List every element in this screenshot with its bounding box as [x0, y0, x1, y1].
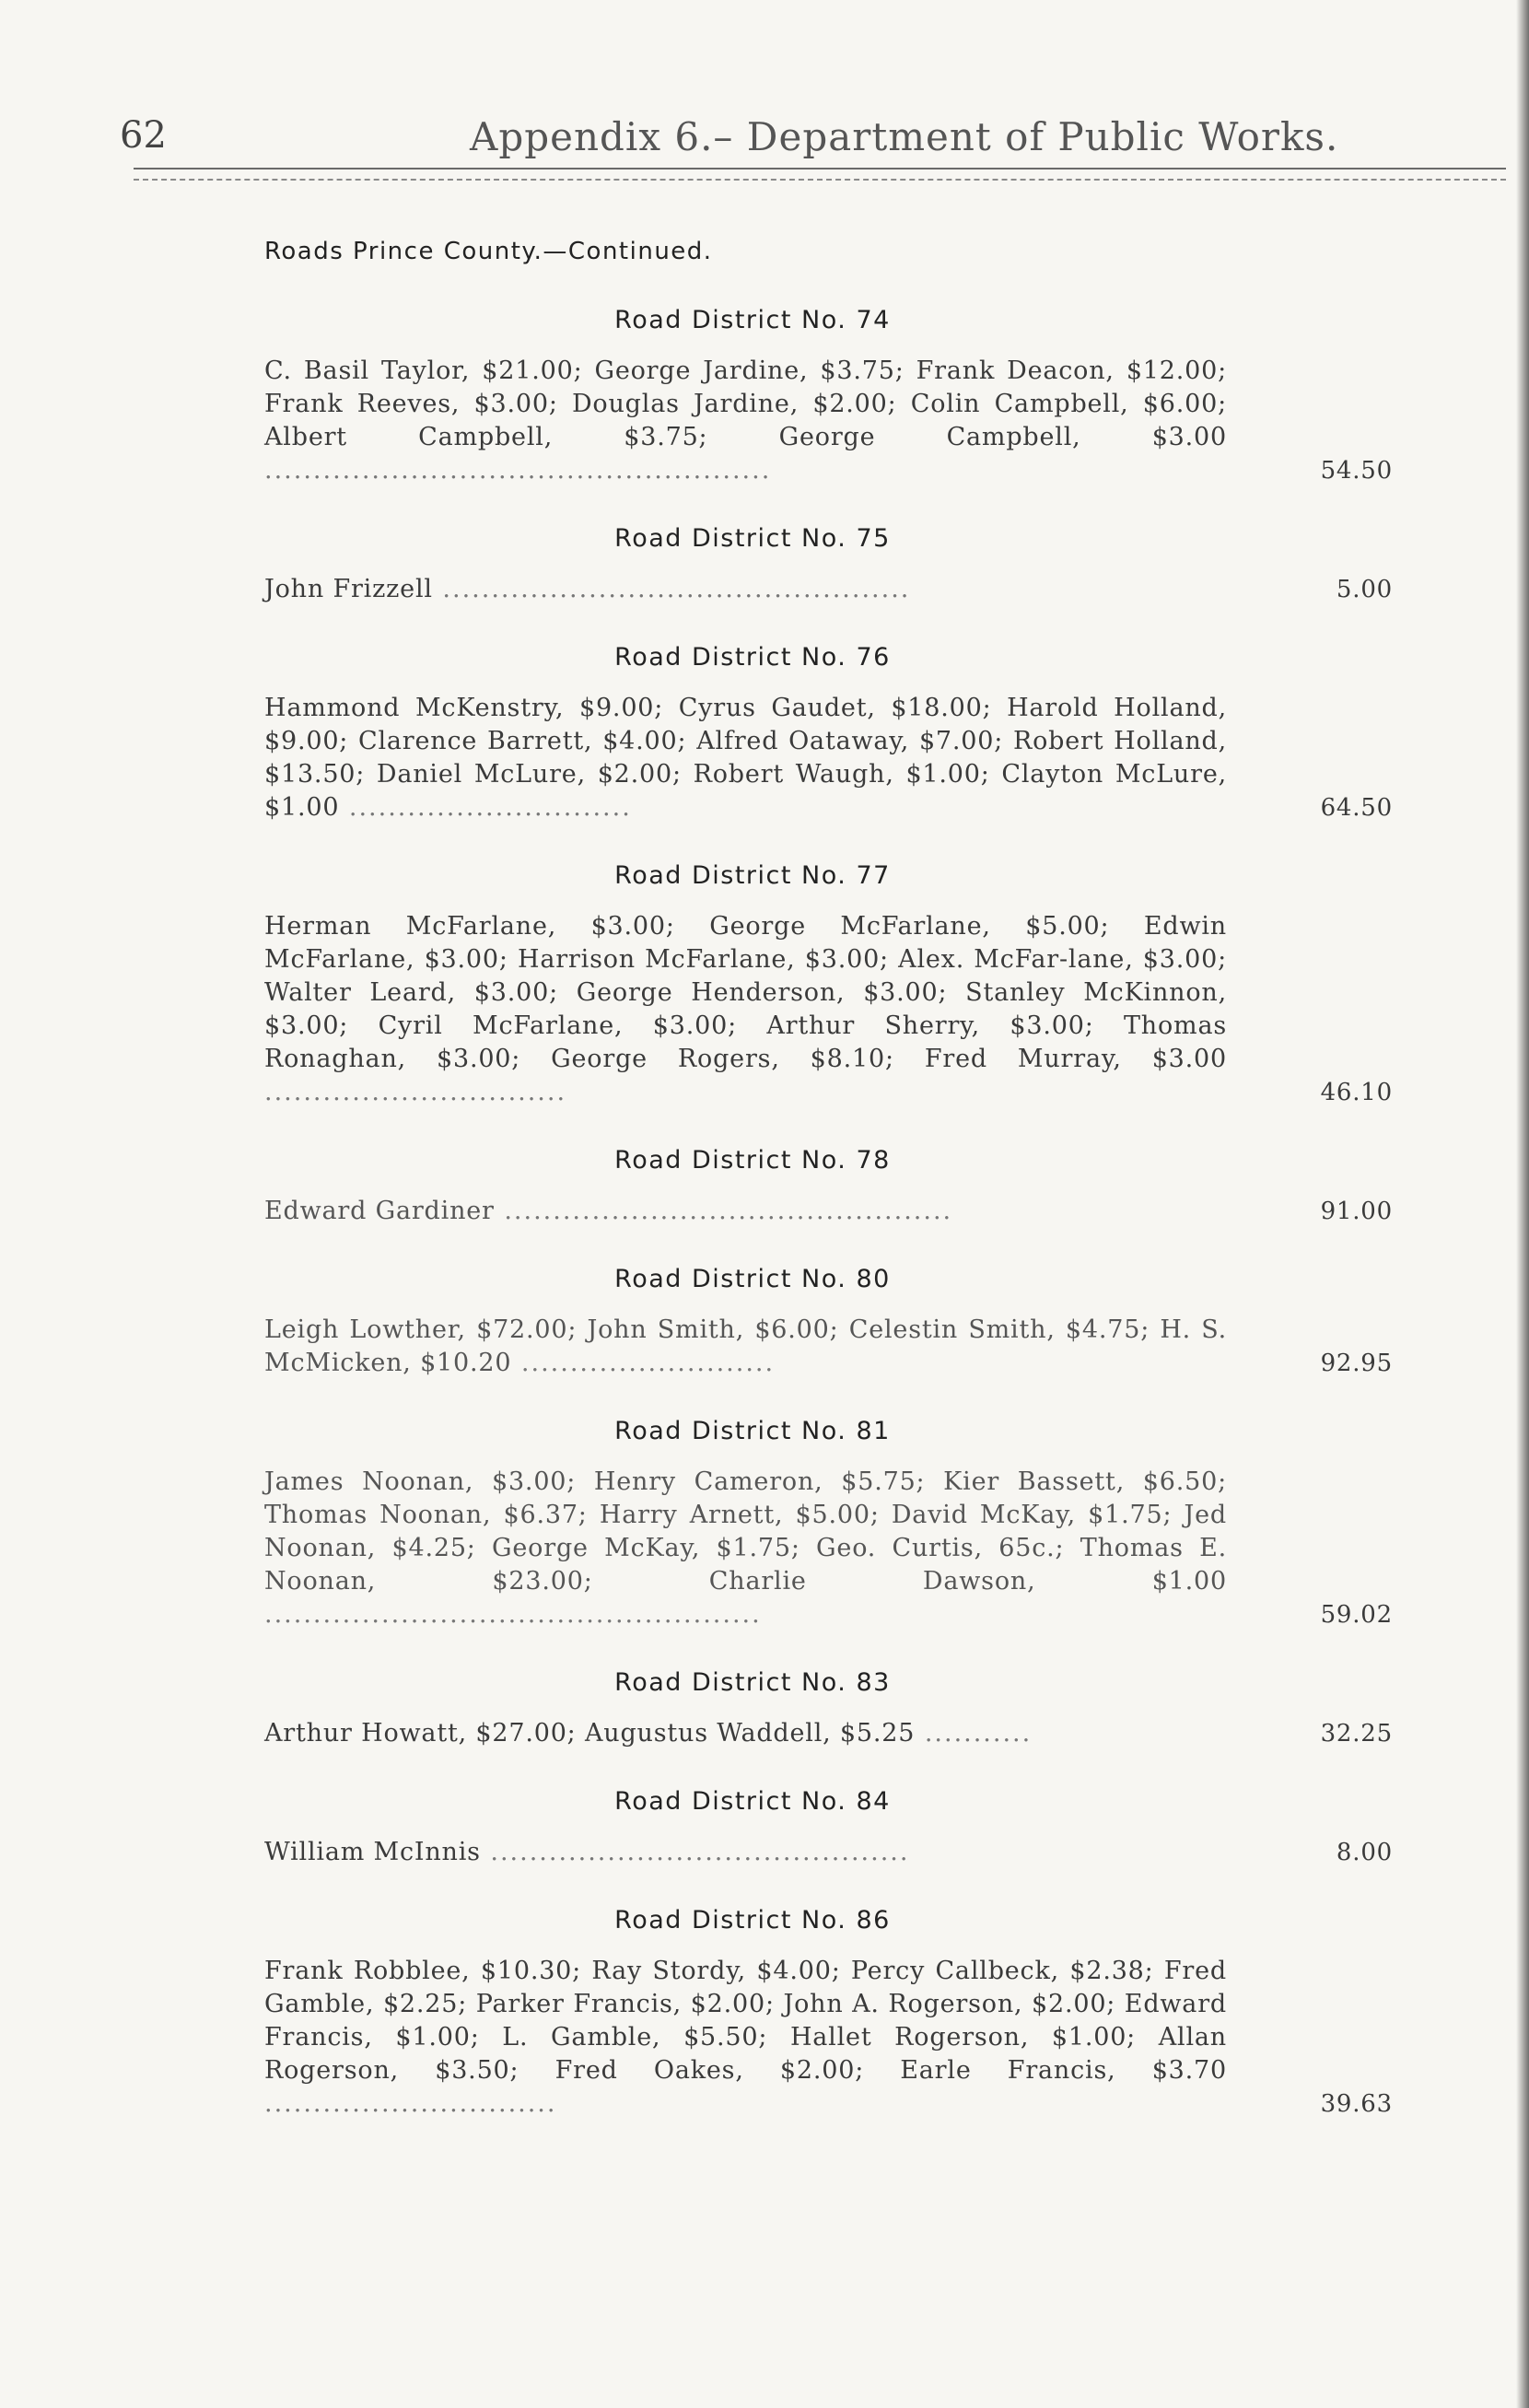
header-rule [134, 168, 1506, 169]
entry-text: Hammond McKenstry, $9.00; Cyrus Gaudet, $18.00; Harold Holland, $9.00; Clarence Barrett, $4.00; Alfred Oataway, $7.00; Robert Holland, $13.50; Daniel McLure, $2.00; Robert Waugh, $1.00; Clayton McLure, $1.00 [264, 694, 1227, 822]
district-block [264, 306, 1393, 487]
dot-leaders: .............................................. [494, 1197, 953, 1225]
dot-leaders: .......................... [511, 1349, 776, 1377]
district-block [264, 1146, 1393, 1228]
page-number: 62 [120, 114, 167, 157]
entry-amount: 59.02 [1320, 1601, 1393, 1629]
entry-amount: 39.63 [1320, 2090, 1393, 2118]
dot-leaders: ............................... [264, 1078, 567, 1106]
district-block [264, 1787, 1393, 1869]
dot-leaders: ........... [915, 1719, 1033, 1748]
district-entry [264, 692, 1393, 824]
district-heading: Road District No. 83 [614, 1668, 891, 1697]
entry-text: James Noonan, $3.00; Henry Cameron, $5.75; Kier Bassett, $6.50; Thomas Noonan, $6.37; Harry Arnett, $5.00; David McKay, $1.75; Jed Noonan, $4.25; George McKay, $1.75; Geo. Curtis, 65c.; Thomas E. Noonan, $23.00; Charlie Dawson, $1.00 [264, 1467, 1227, 1596]
district-entry [264, 573, 1393, 606]
entry-text: Arthur Howatt, $27.00; Augustus Waddell, $5.25 [264, 1719, 916, 1748]
district-entry [264, 1314, 1393, 1380]
district-block [264, 861, 1393, 1109]
district-heading: Road District No. 86 [614, 1906, 891, 1935]
district-heading: Road District No. 74 [614, 306, 891, 334]
district-entry [264, 910, 1393, 1109]
header-rule-dashed [134, 179, 1506, 181]
entry-text: Herman McFarlane, $3.00; George McFarlane, $5.00; Edwin McFarlane, $3.00; Harrison McFarlane, $3.00; Alex. McFar-lane, $3.00; Walter Leard, $3.00; George Henderson, $3.00; Stanley McKinnon, $3.00; Cyril McFarlane, $3.00; Arthur Sherry, $3.00; Thomas Ronaghan, $3.00; George Rogers, $8.10; Fred Murray, $3.00 [264, 912, 1227, 1073]
entry-text: William McInnis [264, 1838, 481, 1866]
district-entry [264, 355, 1393, 487]
district-entry [264, 1836, 1393, 1869]
district-heading: Road District No. 80 [614, 1265, 891, 1293]
district-block [264, 1265, 1393, 1380]
district-block [264, 1906, 1393, 2121]
entry-text: C. Basil Taylor, $21.00; George Jardine, $3.75; Frank Deacon, $12.00; Frank Reeves, $3.00; Douglas Jardine, $2.00; Colin Campbell, $6.00; Albert Campbell, $3.75; George Campbell, $3.00 [264, 357, 1227, 451]
entry-amount: 92.95 [1320, 1350, 1393, 1377]
entry-amount: 32.25 [1320, 1720, 1393, 1748]
entry-text: Frank Robblee, $10.30; Ray Stordy, $4.00; Percy Callbeck, $2.38; Fred Gamble, $2.25; Parker Francis, $2.00; John A. Rogerson, $2.00; Edward Francis, $1.00; L. Gamble, $5.50; Hallet Rogerson, $1.00; Allan Rogerson, $3.50; Fred Oakes, $2.00; Earle Francis, $3.70 [264, 1957, 1227, 2085]
entry-amount: 91.00 [1320, 1198, 1393, 1225]
entry-amount: 54.50 [1320, 457, 1393, 485]
district-heading: Road District No. 75 [614, 524, 891, 553]
section-heading: Roads Prince County.—Continued. [264, 238, 713, 265]
district-heading: Road District No. 77 [614, 861, 891, 890]
district-entry [264, 1195, 1393, 1228]
district-block [264, 524, 1393, 606]
district-entry [264, 1955, 1393, 2121]
district-heading: Road District No. 84 [614, 1787, 891, 1816]
page-edge-shadow [1516, 0, 1529, 2408]
district-block [264, 643, 1393, 824]
document-body [264, 238, 1393, 2157]
dot-leaders: ............................. [339, 793, 632, 822]
entry-amount: 5.00 [1336, 576, 1393, 603]
district-block [264, 1417, 1393, 1631]
dot-leaders: ................................................ [432, 575, 911, 603]
entry-amount: 46.10 [1320, 1079, 1393, 1106]
entry-text: Edward Gardiner [264, 1197, 495, 1225]
dot-leaders: .................................................... [264, 456, 772, 485]
dot-leaders: ........................................... [480, 1838, 910, 1866]
entry-text: Leigh Lowther, $72.00; John Smith, $6.00; Celestin Smith, $4.75; H. S. McMicken, $10.20 [264, 1315, 1227, 1377]
dot-leaders: ................................................... [264, 1600, 762, 1629]
entry-amount: 64.50 [1320, 794, 1393, 822]
page-title: Appendix 6.– Department of Public Works. [470, 114, 1339, 159]
district-heading: Road District No. 76 [614, 643, 891, 672]
entry-amount: 8.00 [1336, 1839, 1393, 1866]
district-heading: Road District No. 81 [614, 1417, 891, 1445]
district-entry [264, 1717, 1393, 1750]
dot-leaders: .............................. [264, 2089, 557, 2118]
district-entry [264, 1466, 1393, 1631]
district-block [264, 1668, 1393, 1750]
page-header [120, 111, 1511, 166]
district-heading: Road District No. 78 [614, 1146, 891, 1175]
entry-text: John Frizzell [264, 575, 433, 603]
